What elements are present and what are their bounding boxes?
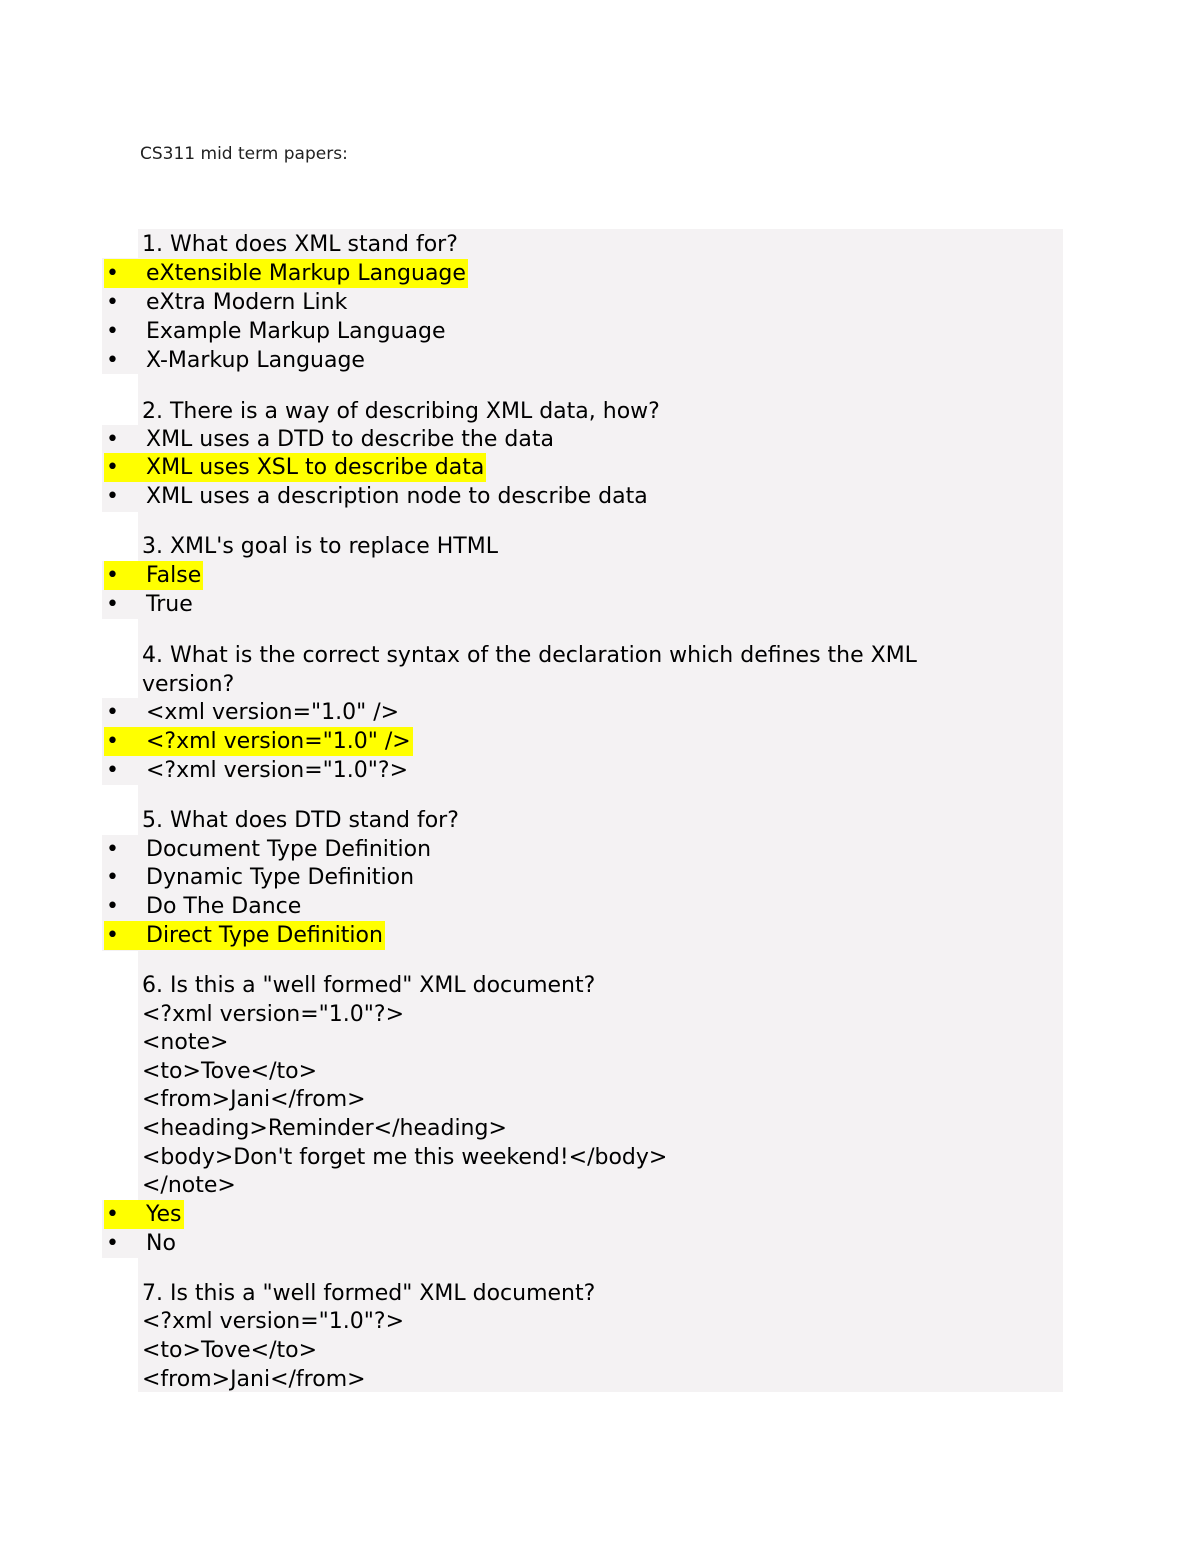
option-text: Direct Type Definition <box>146 923 383 948</box>
bullet-icon: • <box>106 729 119 754</box>
question-6-code-line: <to>Tove</to> <box>142 1059 318 1084</box>
question-3-text: 3. XML's goal is to replace HTML <box>142 534 498 559</box>
bullet-icon: • <box>106 700 119 725</box>
question-6-code-line: <from>Jani</from> <box>142 1087 366 1112</box>
question-7-code-line: <from>Jani</from> <box>142 1367 366 1392</box>
question-6-code-line: <?xml version="1.0"?> <box>142 1002 405 1027</box>
bullet-icon: • <box>106 1231 119 1256</box>
question-4-text-line-1: 4. What is the correct syntax of the declaration which defines the XML <box>142 643 917 668</box>
question-6-code-line: <heading>Reminder</heading> <box>142 1116 507 1141</box>
option-text: <?xml version="1.0" /> <box>146 729 411 754</box>
bullet-icon: • <box>106 865 119 890</box>
option-text: Document Type Definition <box>146 837 432 862</box>
page-heading: CS311 mid term papers: <box>140 144 348 164</box>
bullet-icon: • <box>106 894 119 919</box>
question-5-text: 5. What does DTD stand for? <box>142 808 459 833</box>
question-4-option-1 <box>104 698 399 727</box>
bullet-icon: • <box>106 563 119 588</box>
question-5-option-3 <box>104 892 301 921</box>
question-1-option-4 <box>104 346 365 375</box>
question-5-option-1 <box>104 835 431 864</box>
option-text: eXtensible Markup Language <box>146 261 466 286</box>
option-text: <?xml version="1.0"?> <box>146 758 409 783</box>
question-4-option-2 <box>104 727 413 756</box>
question-1-option-3 <box>104 317 445 346</box>
option-text: <xml version="1.0" /> <box>146 700 400 725</box>
question-7-text: 7. Is this a "well formed" XML document? <box>142 1281 596 1306</box>
question-6-option-1 <box>104 1200 184 1229</box>
question-1-text: 1. What does XML stand for? <box>142 232 458 257</box>
bullet-icon: • <box>106 923 119 948</box>
question-6-code-line: <body>Don't forget me this weekend!</body> <box>142 1145 668 1170</box>
question-2-option-2 <box>104 453 486 482</box>
bullet-icon: • <box>106 261 119 286</box>
question-2-text: 2. There is a way of describing XML data, how? <box>142 399 660 424</box>
option-text: False <box>146 563 202 588</box>
option-text: Dynamic Type Definition <box>146 865 415 890</box>
question-4-option-3 <box>104 756 408 785</box>
question-6-code-line: <note> <box>142 1030 229 1055</box>
option-text: X-Markup Language <box>146 348 365 373</box>
question-6-text: 6. Is this a "well formed" XML document? <box>142 973 596 998</box>
bullet-icon: • <box>106 455 119 480</box>
bullet-icon: • <box>106 837 119 862</box>
question-7-code-line: <to>Tove</to> <box>142 1338 318 1363</box>
option-text: Example Markup Language <box>146 319 446 344</box>
question-5-option-4 <box>104 921 385 950</box>
question-3-option-1 <box>104 561 203 590</box>
option-text: XML uses XSL to describe data <box>146 455 485 480</box>
option-text: XML uses a description node to describe data <box>146 484 648 509</box>
question-7-code-line: <?xml version="1.0"?> <box>142 1309 405 1334</box>
option-text: True <box>146 592 193 617</box>
option-text: Yes <box>146 1202 182 1227</box>
bullet-icon: • <box>106 484 119 509</box>
question-4-text-line-2: version? <box>142 672 235 697</box>
question-3-option-2 <box>104 590 193 619</box>
question-2-option-1 <box>104 425 554 454</box>
bullet-icon: • <box>106 319 119 344</box>
question-1-option-1 <box>104 259 468 288</box>
question-6-option-2 <box>104 1229 176 1258</box>
question-1-option-2 <box>104 288 347 317</box>
option-text: XML uses a DTD to describe the data <box>146 427 554 452</box>
option-text: Do The Dance <box>146 894 302 919</box>
question-5-option-2 <box>104 863 414 892</box>
bullet-icon: • <box>106 348 119 373</box>
question-2-option-3 <box>104 482 648 511</box>
bullet-icon: • <box>106 290 119 315</box>
bullet-icon: • <box>106 427 119 452</box>
option-text: No <box>146 1231 176 1256</box>
bullet-icon: • <box>106 758 119 783</box>
bullet-icon: • <box>106 1202 119 1227</box>
question-6-code-line: </note> <box>142 1173 236 1198</box>
option-text: eXtra Modern Link <box>146 290 348 315</box>
bullet-icon: • <box>106 592 119 617</box>
